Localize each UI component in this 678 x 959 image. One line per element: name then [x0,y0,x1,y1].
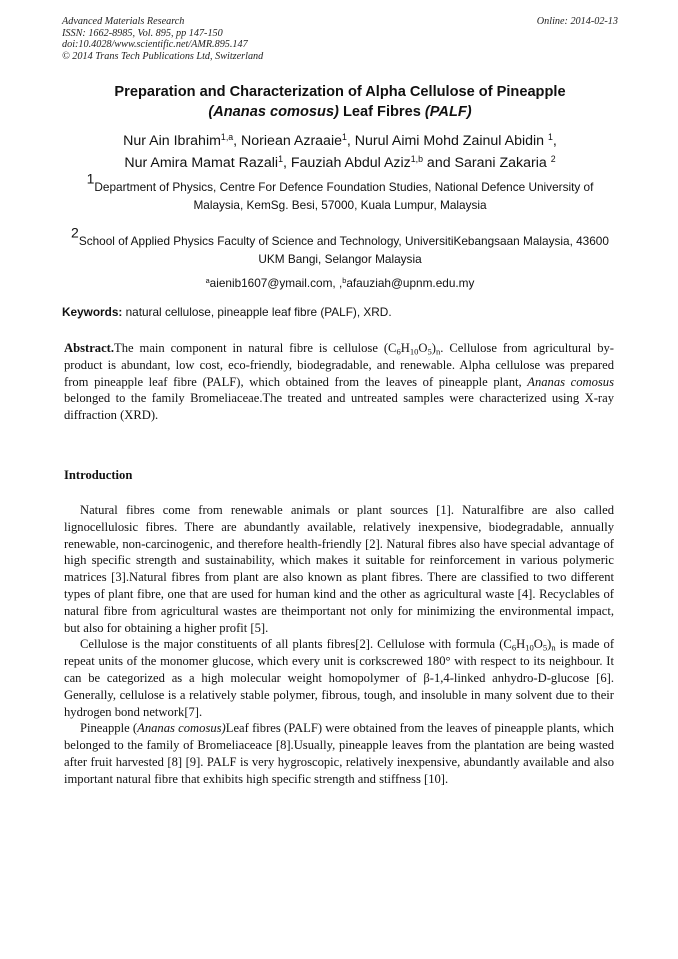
formula-subscript: n [551,642,556,653]
keywords [62,305,618,319]
author-list [62,130,618,174]
abstract-text: . Cellulose from agricultural by-product is abundant, low cost, eco-friendly, biodegradable, and renewable. Alpha cellulose was prepared from pineapple leaf fibre (PALF), which obtained from the leaves of pineapple plant, [64,341,615,389]
title-italic-species: (Ananas comosus) [208,104,339,120]
formula-subscript: 6 [511,642,517,653]
affiliation-number: 2 [71,224,79,241]
author-name: , Noriean Azraaie [233,133,342,149]
paragraph-text: Pineapple ( [80,721,138,736]
affiliation-2 [62,224,618,268]
affiliation-number: 1 [86,170,95,187]
author-line-1 [62,130,618,152]
abstract-text: ) [431,341,436,355]
online-date: Online: 2014-02-13 [536,16,618,27]
email-address[interactable]: aienib1607@ymail.com, , [209,276,343,290]
author-name: Nur Amira Mamat Razali [124,155,279,171]
formula-subscript: 10 [409,346,419,357]
section-heading-introduction: Introduction [64,468,133,482]
paragraph-text: ) [547,637,552,652]
author-name: , Fauziah Abdul Aziz [282,155,411,171]
abstract-text: O [418,341,428,355]
title-line-1: Preparation and Characterization of Alpha Cellulose of Pineapple [114,84,566,100]
formula-subscript: 6 [396,346,401,357]
copyright-line: © 2014 Trans Tech Publications Ltd, Switzerland [62,50,264,62]
formula-subscript: 10 [525,642,534,653]
abstract-text: belonged to the family Bromeliaceae.The treated and untreated samples were characterized using X-ray diffraction (XRD). [64,391,614,423]
author-affil-mark: 2 [550,154,556,165]
title-italic-abbrev: (PALF) [424,104,472,120]
abstract-text: The main component in natural fibre is cellulose (C [114,341,397,355]
author-line-2 [62,152,618,174]
formula-subscript: n [435,346,441,357]
author-emails [62,276,618,290]
affiliation-1 [62,170,618,214]
title-line-2 [62,102,618,122]
formula-subscript: 5 [427,346,432,357]
introduction-body [64,502,614,788]
paper-title [62,82,618,122]
author-name: and Sarani Zakaria [422,155,551,171]
author-affil-mark: 1,b [410,154,423,165]
author-affil-mark: 1 [278,154,283,165]
intro-paragraph-2 [64,636,614,720]
keywords-label: Keywords: [62,305,123,319]
intro-paragraph-1: Natural fibres come from renewable animals or plant sources [1]. Naturalfibre are also called lignocellulosic fibres. There are abundantly available, relatively inexpensive, biodegradable, annually renewable, non-carcinogenic, and therefore health-friendly [2]. Natural fibres also have special advantage of high specific strength and sustainability, which makes it suitable for reinforcement in various polymeric matrices [3].Natural fibres from plant are also known as plant fibres. There are classified to two different types of plant fibre, one that are used for human kind and the other as agricultural waste [4]. Recyclables of natural fibre from agricultural wastes are theimportant not only for minimizing the environmental impact, but also for obtaining a higher profit [5]. [64,503,614,635]
paragraph-text: Leaf fibres (PALF) were obtained from the leaves of pineapple plants, which belonged to the family of Bromeliaceace [8].Usually, pineapple leaves from the plantation are being wasted after fruit harvested [8] [9]. PALF is very hygroscopic, relatively inexpensive, abundantly available and also important natural fibre that exhibits high specific strength and stiffness [10]. [64,721,614,786]
author-separator: , [552,133,557,149]
abstract-text: H [400,341,410,355]
affiliation-text: School of Applied Physics Faculty of Science and Technology, UniversitiKebangsaan Malaysia, 43600 UKM Bangi, Selangor Malaysia [78,234,609,266]
title-mid: Leaf Fibres [338,104,425,120]
author-affil-mark: 1,a [220,132,234,143]
journal-name: Advanced Materials Research [62,16,185,27]
doi-line: doi:10.4028/www.scientific.net/AMR.895.147 [62,39,248,51]
paragraph-text: H [516,637,526,652]
email-address[interactable]: afauziah@upnm.edu.my [346,276,475,290]
paragraph-text: is made of repeat units of the monomer glucose, which every unit is corkscrewed 180° with respect to its neighbour. It can be categorized as a high molecular weight homopolymer of β-1,4-linked anhydro-D-glucose [6]. Generally, cellulose is a relatively stable polymer, fibrous, tough, and insoluble in many solvent due to their hydrogen bond network[7]. [64,637,615,719]
author-name: Nur Ain Ibrahim [123,133,221,149]
email-mark: a [205,275,210,285]
author-affil-mark: 1 [548,132,553,143]
paragraph-text: O [533,637,543,652]
species-name: Ananas comosus) [137,721,226,736]
journal-header [62,16,618,62]
abstract [64,340,614,424]
affiliation-text: Department of Physics, Centre For Defence Foundation Studies, National Defence University of Malaysia, KemSg. Besi, 57000, Kuala Lumpur, Malaysia [94,180,594,212]
issn-line: ISSN: 1662-8985, Vol. 895, pp 147-150 [62,27,223,39]
species-name: Ananas comosus [527,374,615,389]
email-mark: b [342,275,347,285]
abstract-label: Abstract. [64,341,115,355]
formula-subscript: 5 [542,642,548,653]
paragraph-text: Cellulose is the major constituents of all plants fibres[2]. Cellulose with formula (C [80,637,512,652]
intro-paragraph-3 [64,720,614,787]
author-affil-mark: 1 [342,132,347,143]
keywords-text: natural cellulose, pineapple leaf fibre (PALF), XRD. [122,305,392,319]
author-name: , Nurul Aimi Mohd Zainul Abidin [346,133,548,149]
